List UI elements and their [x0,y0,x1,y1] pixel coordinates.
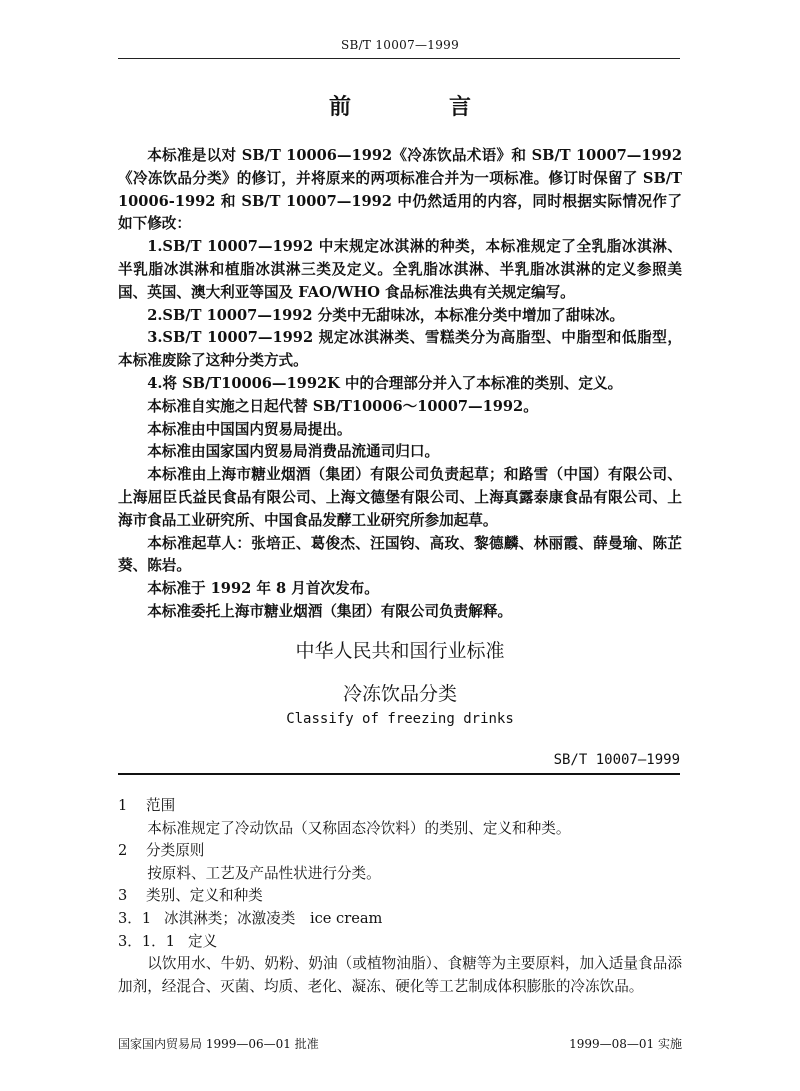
standard-title: 中华人民共和国行业标准 [295,640,505,662]
section-title: 分类原则 [146,842,205,860]
subsection-number: 3．1．1 [118,932,176,950]
subsection-title: 定义 [188,932,218,950]
subsection-number: 3．1 [118,909,152,927]
foreword-paragraph: 本标准于 1992 年 8 月首次发布。 [147,580,379,598]
section-text: 本标准规定了冷动饮品（又称固态冷饮料）的类别、定义和种类。 [147,819,571,837]
header-rule [118,58,680,59]
section-text: 按原料、工艺及产品性状进行分类。 [147,864,381,882]
standard-body [118,795,682,998]
section-text: 以饮用水、牛奶、奶粉、奶油（或植物油脂）、食糖等为主要原料，加入适量食品添加剂，经混合、灭菌、均质、老化、凝冻、硬化等工艺制成体积膨胀的冷冻饮品。 [118,955,682,995]
running-header: SB/T 10007—1999 [340,38,460,52]
foreword-title: 前 言 [328,94,509,120]
section-number: 3 [118,887,128,905]
section-heading [118,840,682,863]
foreword-paragraph: 1.SB/T 10007—1992 中末规定冰淇淋的种类，本标准规定了全乳脂冰淇淋、半乳脂冰淇淋和植脂冰淇淋三类及定义。全乳脂冰淇淋、半乳脂冰淇淋的定义参照美国、英国、澳大利亚等国及 FAO/WHO 食品标准法典有关规定编写。 [118,238,682,301]
implementation-date: 1999—08—01 实施 [569,1037,682,1051]
standard-number: SB/T 10007—1999 [553,752,680,768]
section-heading [118,795,682,818]
foreword-paragraph: 本标准由中国国内贸易局提出。 [147,420,352,438]
foreword-paragraph: 本标准自实施之日起代替 SB/T10006～10007—1992。 [147,397,538,415]
subsection-title: 冰淇淋类；冰激凌类 ice cream [164,909,383,927]
foreword-paragraph: 本标准由上海市糖业烟酒（集团）有限公司负责起草；和路雪（中国）有限公司、上海屈臣氏益民食品有限公司、上海文德堡有限公司、上海真露泰康食品有限公司、上海市食品工业研究所、中国食品发酵工业研究所参加起草。 [118,466,682,529]
section-title: 范围 [146,797,176,814]
subsection-heading [118,908,682,931]
section-number: 2 [118,842,128,860]
subsection-heading [118,931,682,954]
approval-date: 国家国内贸易局 1999—06—01 批准 [118,1037,319,1051]
foreword-paragraph: 本标准是以对 SB/T 10006—1992《冷冻饮品术语》和 SB/T 10007—1992《冷冻饮品分类》的修订，并将原来的两项标准合并为一项标准。修订时保留了 SB/T 10006-1992 和 SB/T 10007—1992 中仍然适用的内容，同时根据实际情况作了如下修改： [118,147,682,233]
title-rule [118,773,680,775]
foreword-paragraph: 3.SB/T 10007—1992 规定冰淇淋类、雪糕类分为高脂型、中脂型和低脂型，本标准废除了这种分类方式。 [118,329,682,370]
standard-subtitle: 冷冻饮品分类 [342,683,457,705]
foreword-paragraph: 2.SB/T 10007—1992 分类中无甜味冰，本标准分类中增加了甜味冰。 [147,306,625,324]
foreword-paragraph: 本标准起草人：张培正、葛俊杰、汪国钧、高玫、黎德麟、林丽霞、薛曼瑜、陈芷葵、陈岩。 [118,534,682,575]
section-number: 1 [118,797,128,814]
standard-english-title: Classify of freezing drinks [286,711,514,727]
foreword-paragraph: 本标准由国家国内贸易局消费品流通司归口。 [147,443,440,461]
foreword-body [118,145,682,624]
section-heading [118,885,682,908]
section-title: 类别、定义和种类 [146,887,263,905]
foreword-paragraph: 本标准委托上海市糖业烟酒（集团）有限公司负责解释。 [147,602,513,620]
foreword-paragraph: 4.将 SB/T10006—1992K 中的合理部分并入了本标准的类别、定义。 [147,374,623,392]
